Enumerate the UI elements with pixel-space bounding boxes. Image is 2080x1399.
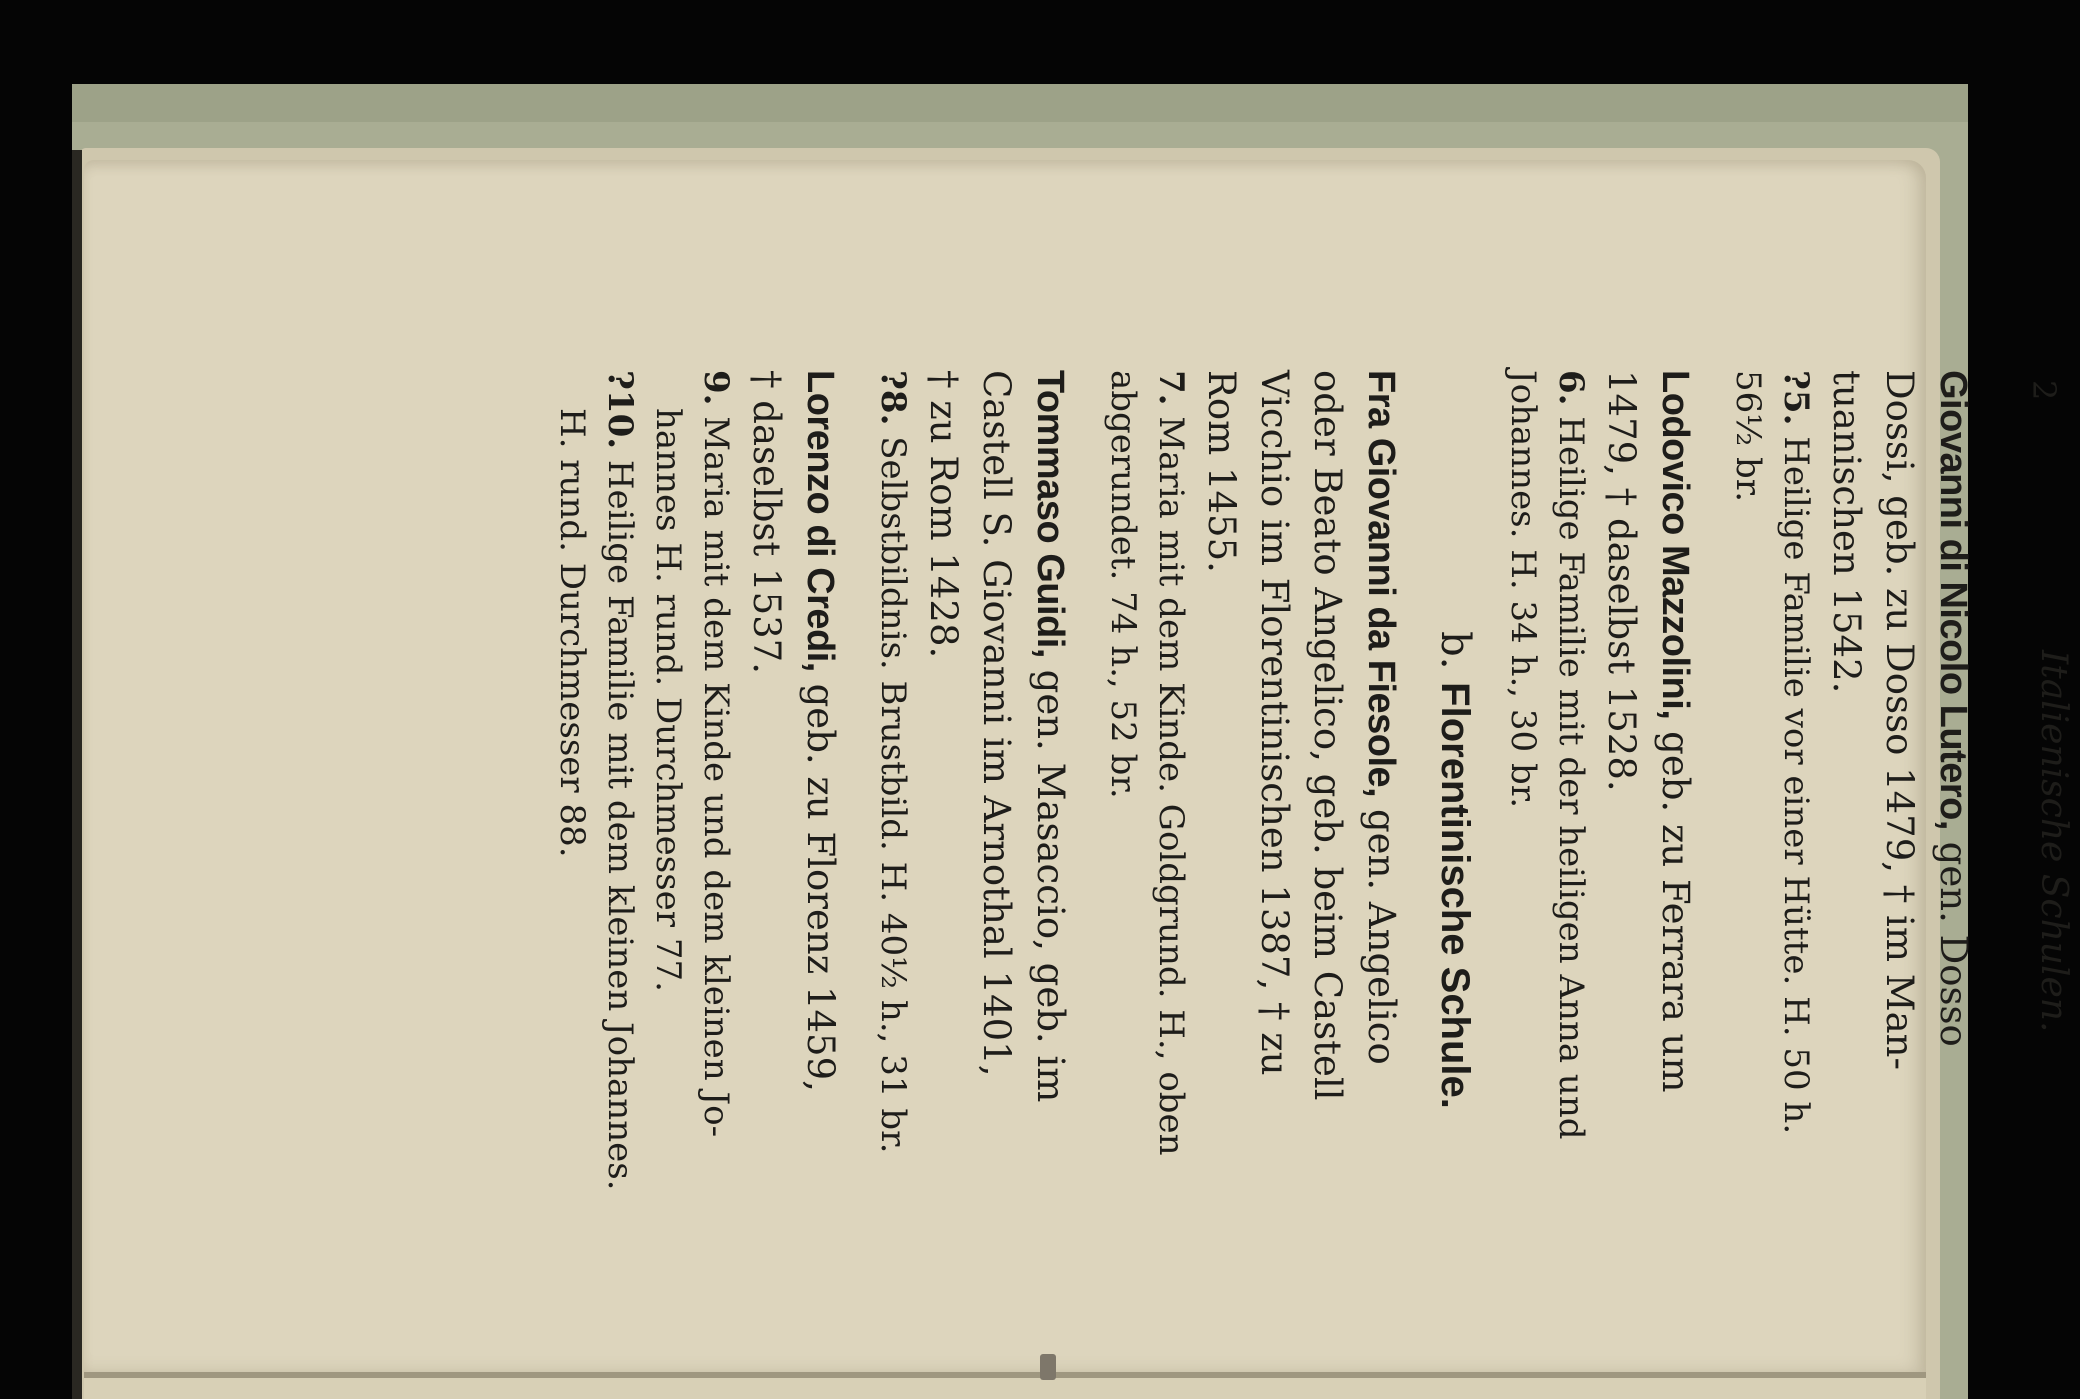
item-number: ?5. [1776,370,1816,426]
artist-name: Fra Giovanni da Fiesole, [1360,370,1402,798]
item-line: hannes H. rund. Durchmesser 77. [648,408,688,992]
book-cover-edge [72,84,1968,122]
item-line: Heilige Familie vor einer Hütte. H. 50 h. [1776,425,1816,1135]
artist-entry-fiesole [1195,370,1408,1370]
item-line: Maria mit dem Kinde und dem kleinen Jo- [696,405,736,1138]
artist-name: Lodovico Mazzolini, [1654,370,1696,720]
page-header [2020,370,2080,1270]
page-number: 2 [2025,380,2063,401]
section-title: Florentinische Schule. [1433,682,1477,1109]
catalog-item-10 [548,370,644,1370]
item-line: Selbstbildnis. Brustbild. H. 40½ h., 31 br. [873,425,913,1154]
item-line: Heilige Familie mit der heiligen Anna und [1551,405,1591,1140]
artist-name: Lorenzo di Credi, [799,370,841,672]
item-number: ?8. [873,370,913,426]
bio-line: tuanischen 1542. [1825,370,1868,694]
bio-line: Rom 1455. [1200,370,1243,573]
artist-entry-guidi [917,370,1077,1370]
section-heading [1428,370,1481,1370]
item-line: abgerundet. 74 h., 52 br. [1103,370,1143,799]
item-line: Heilige Familie mit dem kleinen Johannes. [600,449,640,1191]
bio-line: † daselbst 1537. [745,370,788,674]
item-number: ?10. [600,370,640,450]
bio-line: 1479, † daselbst 1528. [1600,370,1643,792]
item-line: Maria mit dem Kinde. Goldgrund. H., oben [1151,405,1191,1156]
bio-line: gen. Dosso [1932,829,1975,1047]
bio-line: Vicchio im Florentinischen 1387, † zu [1253,370,1296,1076]
bio-line: gen. Angelico [1360,797,1403,1065]
item-line: H. rund. Durchmesser 88. [552,408,592,858]
book-spine [72,150,82,1399]
bio-line: geb. zu Florenz 1459, [799,671,842,1092]
catalog-item-9 [644,370,740,1370]
running-head: Italienische Schulen. [2033,650,2074,1033]
catalog-item-6 [1499,370,1595,1370]
page-text-rotated [240,370,2074,1370]
item-line: 56½ br. [1728,370,1768,503]
artist-entry-lutero [1820,370,1980,1370]
bio-line: oder Beato Angelico, geb. beim Castell [1306,370,1349,1101]
page-body [548,370,1980,1370]
artist-entry-mazzolini [1595,370,1702,1370]
item-line: Johannes. H. 34 h., 30 br. [1503,370,1543,809]
bio-line: Castell S. Giovanni im Arnothal 1401, [975,370,1018,1077]
catalog-item-8 [869,370,917,1370]
catalog-item-5 [1724,370,1820,1370]
bio-line: Dossi, geb. zu Dosso 1479, † im Man- [1878,370,1921,1071]
bio-line: † zu Rom 1428. [922,370,965,659]
item-number: 6. [1551,370,1591,406]
artist-name: Giovanni di Nicolo Lutero, [1932,370,1974,830]
item-number: 7. [1151,370,1191,406]
artist-entry-credi [740,370,847,1370]
section-prefix: b. [1432,631,1478,683]
facing-page-edge [84,1378,1926,1399]
bio-line: geb. zu Ferrara um [1654,719,1697,1093]
catalog-item-7 [1099,370,1195,1370]
bio-line: gen. Masaccio, geb. im [1029,657,1072,1103]
item-number: 9. [696,370,736,406]
artist-name: Tommaso Guidi, [1029,370,1071,658]
